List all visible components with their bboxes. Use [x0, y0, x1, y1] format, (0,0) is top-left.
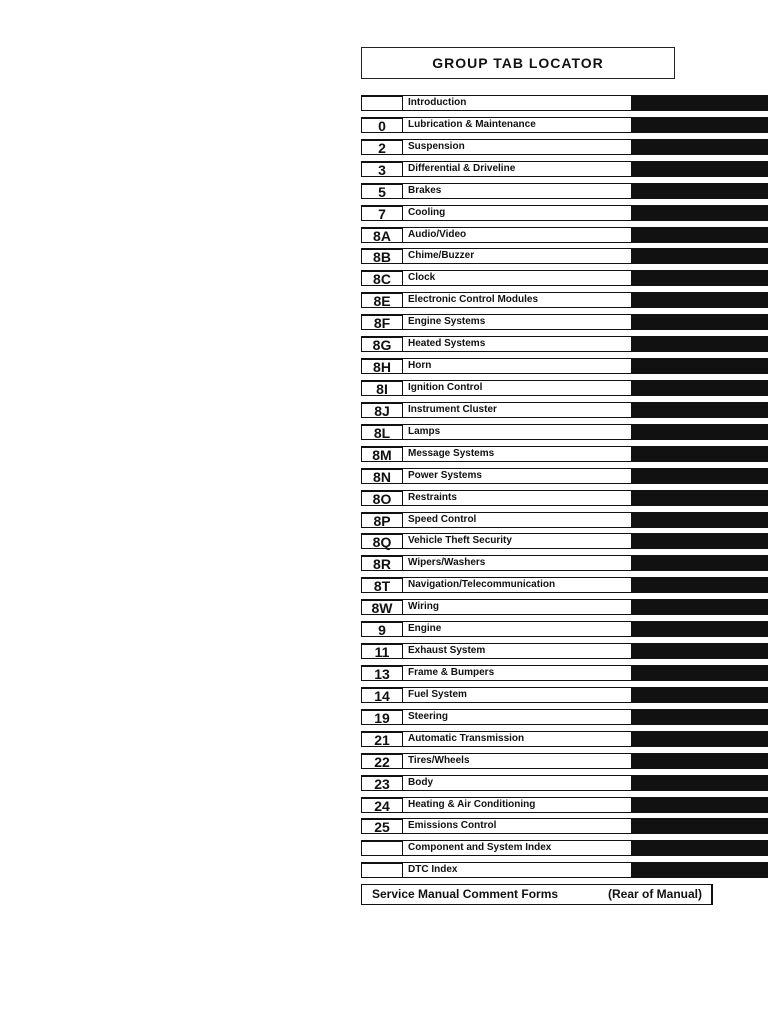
list-item[interactable]	[361, 797, 768, 813]
black-tab[interactable]	[632, 95, 768, 111]
group-number: 22	[361, 753, 403, 769]
group-label[interactable]: Wipers/Washers	[402, 555, 632, 571]
group-number: 8G	[361, 336, 403, 352]
black-tab[interactable]	[632, 665, 768, 681]
group-number: 8Q	[361, 533, 403, 549]
group-label[interactable]: Lamps	[402, 424, 632, 440]
list-item[interactable]	[361, 818, 768, 834]
black-tab[interactable]	[632, 402, 768, 418]
group-number: 8O	[361, 490, 403, 506]
group-number: 13	[361, 665, 403, 681]
black-tab[interactable]	[632, 227, 768, 243]
list-item[interactable]	[361, 402, 768, 418]
group-number: 25	[361, 818, 403, 834]
group-number: 3	[361, 161, 403, 177]
group-label[interactable]: Engine	[402, 621, 632, 637]
group-label[interactable]: Wiring	[402, 599, 632, 615]
list-item[interactable]	[361, 533, 768, 549]
group-label[interactable]: Heating & Air Conditioning	[402, 797, 632, 813]
black-tab[interactable]	[632, 731, 768, 747]
page-title: GROUP TAB LOCATOR	[361, 47, 675, 79]
group-number: 8B	[361, 248, 403, 264]
group-number: 24	[361, 797, 403, 813]
black-tab[interactable]	[632, 424, 768, 440]
group-label[interactable]: Emissions Control	[402, 818, 632, 834]
black-tab[interactable]	[632, 117, 768, 133]
group-number: 14	[361, 687, 403, 703]
group-label[interactable]: Restraints	[402, 490, 632, 506]
group-label[interactable]: Vehicle Theft Security	[402, 533, 632, 549]
black-tab[interactable]	[632, 555, 768, 571]
group-label[interactable]: Brakes	[402, 183, 632, 199]
group-number: 8F	[361, 314, 403, 330]
black-tab[interactable]	[632, 292, 768, 308]
black-tab[interactable]	[632, 380, 768, 396]
list-item[interactable]	[361, 248, 768, 264]
group-number: 8N	[361, 468, 403, 484]
group-number	[361, 840, 403, 856]
list-item[interactable]	[361, 555, 768, 571]
black-tab[interactable]	[632, 139, 768, 155]
black-tab[interactable]	[632, 358, 768, 374]
black-tab[interactable]	[632, 643, 768, 659]
group-label[interactable]: Steering	[402, 709, 632, 725]
list-item[interactable]	[361, 314, 768, 330]
black-tab[interactable]	[632, 533, 768, 549]
list-item[interactable]	[361, 840, 768, 856]
group-label[interactable]: Cooling	[402, 205, 632, 221]
black-tab[interactable]	[632, 862, 768, 878]
group-number: 8H	[361, 358, 403, 374]
list-item[interactable]	[361, 183, 768, 199]
group-number: 21	[361, 731, 403, 747]
group-label[interactable]: Navigation/Telecommunication	[402, 577, 632, 593]
group-label[interactable]: DTC Index	[402, 862, 632, 878]
group-label[interactable]: Tires/Wheels	[402, 753, 632, 769]
group-label[interactable]: Differential & Driveline	[402, 161, 632, 177]
rear-of-manual-label: (Rear of Manual)	[607, 887, 702, 901]
group-number: 8C	[361, 270, 403, 286]
list-item[interactable]	[361, 775, 768, 791]
black-tab[interactable]	[632, 248, 768, 264]
group-number: 23	[361, 775, 403, 791]
black-tab[interactable]	[632, 512, 768, 528]
group-number: 8E	[361, 292, 403, 308]
group-number	[361, 862, 403, 878]
group-number: 0	[361, 117, 403, 133]
list-item[interactable]	[361, 468, 768, 484]
black-tab[interactable]	[632, 183, 768, 199]
group-label[interactable]: Horn	[402, 358, 632, 374]
list-item[interactable]	[361, 292, 768, 308]
list-item[interactable]	[361, 490, 768, 506]
group-label[interactable]: Speed Control	[402, 512, 632, 528]
group-number: 11	[361, 643, 403, 659]
group-number: 8A	[361, 227, 403, 243]
group-number: 8R	[361, 555, 403, 571]
list-item[interactable]	[361, 731, 768, 747]
group-number: 8W	[361, 599, 403, 615]
list-item[interactable]	[361, 643, 768, 659]
black-tab[interactable]	[632, 205, 768, 221]
group-label[interactable]: Frame & Bumpers	[402, 665, 632, 681]
group-tab-list	[361, 95, 768, 884]
black-tab[interactable]	[632, 753, 768, 769]
black-tab[interactable]	[632, 687, 768, 703]
list-item[interactable]	[361, 753, 768, 769]
group-number: 7	[361, 205, 403, 221]
list-item[interactable]	[361, 161, 768, 177]
group-label[interactable]: Fuel System	[402, 687, 632, 703]
group-label[interactable]: Chime/Buzzer	[402, 248, 632, 264]
black-tab[interactable]	[632, 468, 768, 484]
list-item[interactable]	[361, 577, 768, 593]
list-item[interactable]	[361, 270, 768, 286]
group-label[interactable]: Exhaust System	[402, 643, 632, 659]
group-number	[361, 95, 403, 111]
black-tab[interactable]	[632, 840, 768, 856]
group-number: 9	[361, 621, 403, 637]
group-label[interactable]: Heated Systems	[402, 336, 632, 352]
group-number: 2	[361, 139, 403, 155]
list-item[interactable]	[361, 687, 768, 703]
group-label[interactable]: Message Systems	[402, 446, 632, 462]
black-tab[interactable]	[632, 621, 768, 637]
black-tab[interactable]	[632, 599, 768, 615]
group-label[interactable]: Body	[402, 775, 632, 791]
black-tab[interactable]	[632, 577, 768, 593]
black-tab[interactable]	[632, 490, 768, 506]
black-tab[interactable]	[632, 270, 768, 286]
list-item[interactable]	[361, 709, 768, 725]
list-item[interactable]	[361, 621, 768, 637]
list-item[interactable]	[361, 336, 768, 352]
group-label[interactable]: Lubrication & Maintenance	[402, 117, 632, 133]
black-tab[interactable]	[632, 446, 768, 462]
list-item[interactable]	[361, 424, 768, 440]
group-label[interactable]: Audio/Video	[402, 227, 632, 243]
group-number: 8M	[361, 446, 403, 462]
black-tab[interactable]	[632, 818, 768, 834]
group-number: 8P	[361, 512, 403, 528]
group-number: 8L	[361, 424, 403, 440]
group-number: 8J	[361, 402, 403, 418]
group-label[interactable]: Instrument Cluster	[402, 402, 632, 418]
list-item[interactable]	[361, 139, 768, 155]
list-item[interactable]	[361, 862, 768, 878]
group-label[interactable]: Component and System Index	[402, 840, 632, 856]
list-item[interactable]	[361, 205, 768, 221]
list-item[interactable]	[361, 512, 768, 528]
list-item[interactable]	[361, 227, 768, 243]
group-label[interactable]: Electronic Control Modules	[402, 292, 632, 308]
list-item[interactable]	[361, 665, 768, 681]
list-item[interactable]	[361, 380, 768, 396]
group-label[interactable]: Suspension	[402, 139, 632, 155]
black-tab[interactable]	[632, 775, 768, 791]
list-item[interactable]	[361, 358, 768, 374]
black-tab[interactable]	[632, 336, 768, 352]
group-label[interactable]: Power Systems	[402, 468, 632, 484]
comment-forms-label: Service Manual Comment Forms	[372, 887, 559, 901]
black-tab[interactable]	[632, 709, 768, 725]
group-number: 8T	[361, 577, 403, 593]
group-label[interactable]: Automatic Transmission	[402, 731, 632, 747]
list-item[interactable]	[361, 117, 768, 133]
black-tab[interactable]	[632, 797, 768, 813]
group-number: 5	[361, 183, 403, 199]
list-item[interactable]	[361, 446, 768, 462]
group-label[interactable]: Introduction	[402, 95, 632, 111]
group-number: 19	[361, 709, 403, 725]
group-label[interactable]: Engine Systems	[402, 314, 632, 330]
list-item[interactable]	[361, 95, 768, 111]
black-tab[interactable]	[632, 314, 768, 330]
group-number: 8I	[361, 380, 403, 396]
black-tab[interactable]	[632, 161, 768, 177]
group-label[interactable]: Ignition Control	[402, 380, 632, 396]
group-label[interactable]: Clock	[402, 270, 632, 286]
comment-forms-box[interactable]	[361, 884, 713, 905]
list-item[interactable]	[361, 599, 768, 615]
